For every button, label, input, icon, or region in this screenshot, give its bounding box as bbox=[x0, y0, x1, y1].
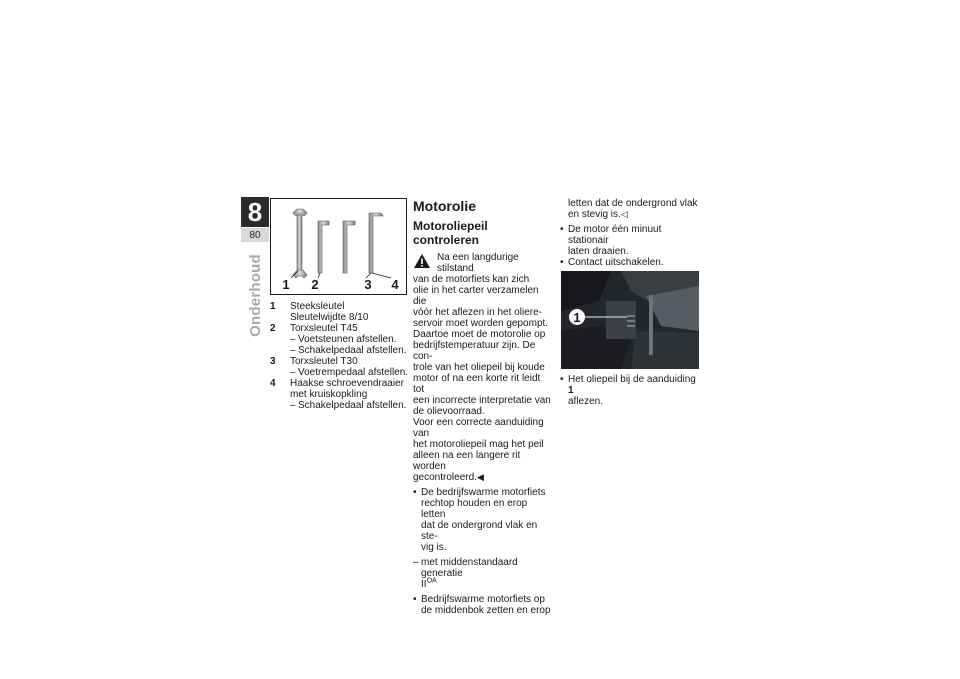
warning-icon bbox=[413, 253, 431, 269]
step-line: Contact uitschakelen. bbox=[568, 257, 664, 268]
chapter-side-label bbox=[241, 248, 269, 343]
option-superscript: OA bbox=[426, 577, 437, 585]
dash-icon: – bbox=[290, 334, 296, 345]
legend-number: 2 bbox=[270, 323, 276, 334]
dash-icon: – bbox=[413, 557, 419, 568]
oil-level-illustration bbox=[561, 271, 699, 369]
dash-icon: – bbox=[290, 345, 296, 356]
warning-line: het motoroliepeil mag het peil bbox=[413, 439, 544, 450]
tools-legend bbox=[270, 301, 410, 411]
legend-subitem: Voetsteunen afstellen. bbox=[298, 334, 397, 345]
warning-line: de olievoorraad. bbox=[413, 406, 485, 417]
step-bullet bbox=[560, 257, 700, 268]
page-number: 80 bbox=[241, 228, 269, 242]
legend-item bbox=[270, 301, 410, 323]
legend-line: Steeksleutel bbox=[290, 301, 345, 312]
step-bullet bbox=[560, 224, 700, 257]
torx-t30-tool bbox=[343, 221, 355, 273]
step-line: De motor één minuut stationair bbox=[568, 224, 662, 246]
step-line: rechtop houden en erop letten bbox=[421, 498, 528, 520]
step-line: de middenbok zetten en erop bbox=[421, 605, 551, 616]
bullet-icon: • bbox=[413, 594, 417, 605]
legend-subitem: Schakelpedaal afstellen. bbox=[298, 345, 407, 356]
warning-line: servoir moet worden gepompt. bbox=[413, 318, 549, 329]
step-reference: 1 bbox=[568, 385, 574, 396]
wrench-tool bbox=[293, 209, 307, 278]
legend-item bbox=[270, 356, 410, 378]
photo-label: 1 bbox=[573, 310, 581, 325]
warning-line: Na een langdurige stilstand bbox=[437, 252, 519, 274]
chapter-side-label-text: Onderhoud bbox=[246, 254, 264, 337]
legend-line: Torxsleutel T45 bbox=[290, 323, 358, 334]
continuation-line: en stevig is. bbox=[568, 209, 621, 220]
tools-figure bbox=[270, 198, 407, 295]
step-line: De bedrijfswarme motorfiets bbox=[421, 487, 546, 498]
warning-line: gecontroleerd. bbox=[413, 472, 477, 483]
legend-line: Haakse schroevendraaier bbox=[290, 378, 404, 389]
step-bullet bbox=[413, 487, 553, 553]
step-bullet bbox=[413, 594, 553, 616]
legend-subitem: Schakelpedaal afstellen. bbox=[298, 400, 407, 411]
tools-label-1: 1 bbox=[282, 277, 290, 292]
option-line: II bbox=[421, 579, 427, 590]
step-line: dat de ondergrond vlak en ste- bbox=[421, 520, 538, 542]
warning-line: vóór het aflezen in het oliere- bbox=[413, 307, 542, 318]
legend-line: Torxsleutel T30 bbox=[290, 356, 358, 367]
tools-illustration bbox=[271, 199, 406, 294]
torx-t45-tool bbox=[318, 221, 329, 273]
end-marker-icon: ◀ bbox=[476, 472, 484, 482]
legend-line: Sleutelwijdte 8/10 bbox=[290, 312, 369, 323]
dash-icon: – bbox=[290, 400, 296, 411]
bullet-icon: • bbox=[560, 374, 564, 385]
legend-subitem: Voetrempedaal afstellen. bbox=[298, 367, 409, 378]
screwdriver-tool bbox=[369, 213, 383, 273]
section-subtitle: Motoroliepeil controleren bbox=[413, 219, 488, 247]
step-line: Het oliepeil bij de aanduiding bbox=[568, 374, 696, 385]
bullet-icon: • bbox=[560, 224, 564, 235]
step-bullet bbox=[560, 374, 700, 407]
section-title: Motorolie bbox=[413, 198, 476, 214]
end-marker-icon: ◁ bbox=[620, 209, 628, 219]
step-line: vig is. bbox=[421, 542, 447, 553]
option-line: met middenstandaard generatie bbox=[421, 557, 518, 579]
legend-item bbox=[270, 378, 410, 411]
warning-line: alleen na een langere rit worden bbox=[413, 450, 521, 472]
step-line: laten draaien. bbox=[568, 246, 629, 257]
warning-paragraph bbox=[413, 252, 553, 483]
warning-line: olie in het carter verzamelen die bbox=[413, 285, 539, 307]
warning-line: trole van het oliepeil bij koude bbox=[413, 362, 545, 373]
legend-number: 4 bbox=[270, 378, 276, 389]
oil-section bbox=[413, 198, 553, 616]
legend-item bbox=[270, 323, 410, 356]
oil-section-continued bbox=[560, 198, 700, 268]
bullet-icon: • bbox=[560, 257, 564, 268]
chapter-number: 8 bbox=[241, 197, 269, 227]
step-line: aflezen. bbox=[568, 396, 604, 407]
step-line: Bedrijfswarme motorfiets op bbox=[421, 594, 545, 605]
oil-level-photo bbox=[561, 271, 699, 369]
legend-number: 1 bbox=[270, 301, 276, 312]
tools-label-3: 3 bbox=[364, 277, 372, 292]
option-condition bbox=[413, 557, 553, 590]
warning-line: een incorrecte interpretatie van bbox=[413, 395, 551, 406]
tools-label-4: 4 bbox=[391, 277, 399, 292]
bullet-icon: • bbox=[413, 487, 417, 498]
final-step bbox=[560, 374, 700, 407]
legend-line: met kruiskopkling bbox=[290, 389, 368, 400]
warning-line: Voor een correcte aanduiding van bbox=[413, 417, 544, 439]
legend-number: 3 bbox=[270, 356, 276, 367]
continuation-line: letten dat de ondergrond vlak bbox=[568, 198, 698, 209]
warning-line: Daartoe moet de motorolie op bbox=[413, 329, 546, 340]
warning-line: van de motorfiets kan zich bbox=[413, 274, 530, 285]
dash-icon: – bbox=[290, 367, 296, 378]
warning-line: motor of na een korte rit leidt tot bbox=[413, 373, 541, 395]
tools-label-2: 2 bbox=[311, 277, 319, 292]
warning-line: bedrijfstemperatuur zijn. De con- bbox=[413, 340, 536, 362]
